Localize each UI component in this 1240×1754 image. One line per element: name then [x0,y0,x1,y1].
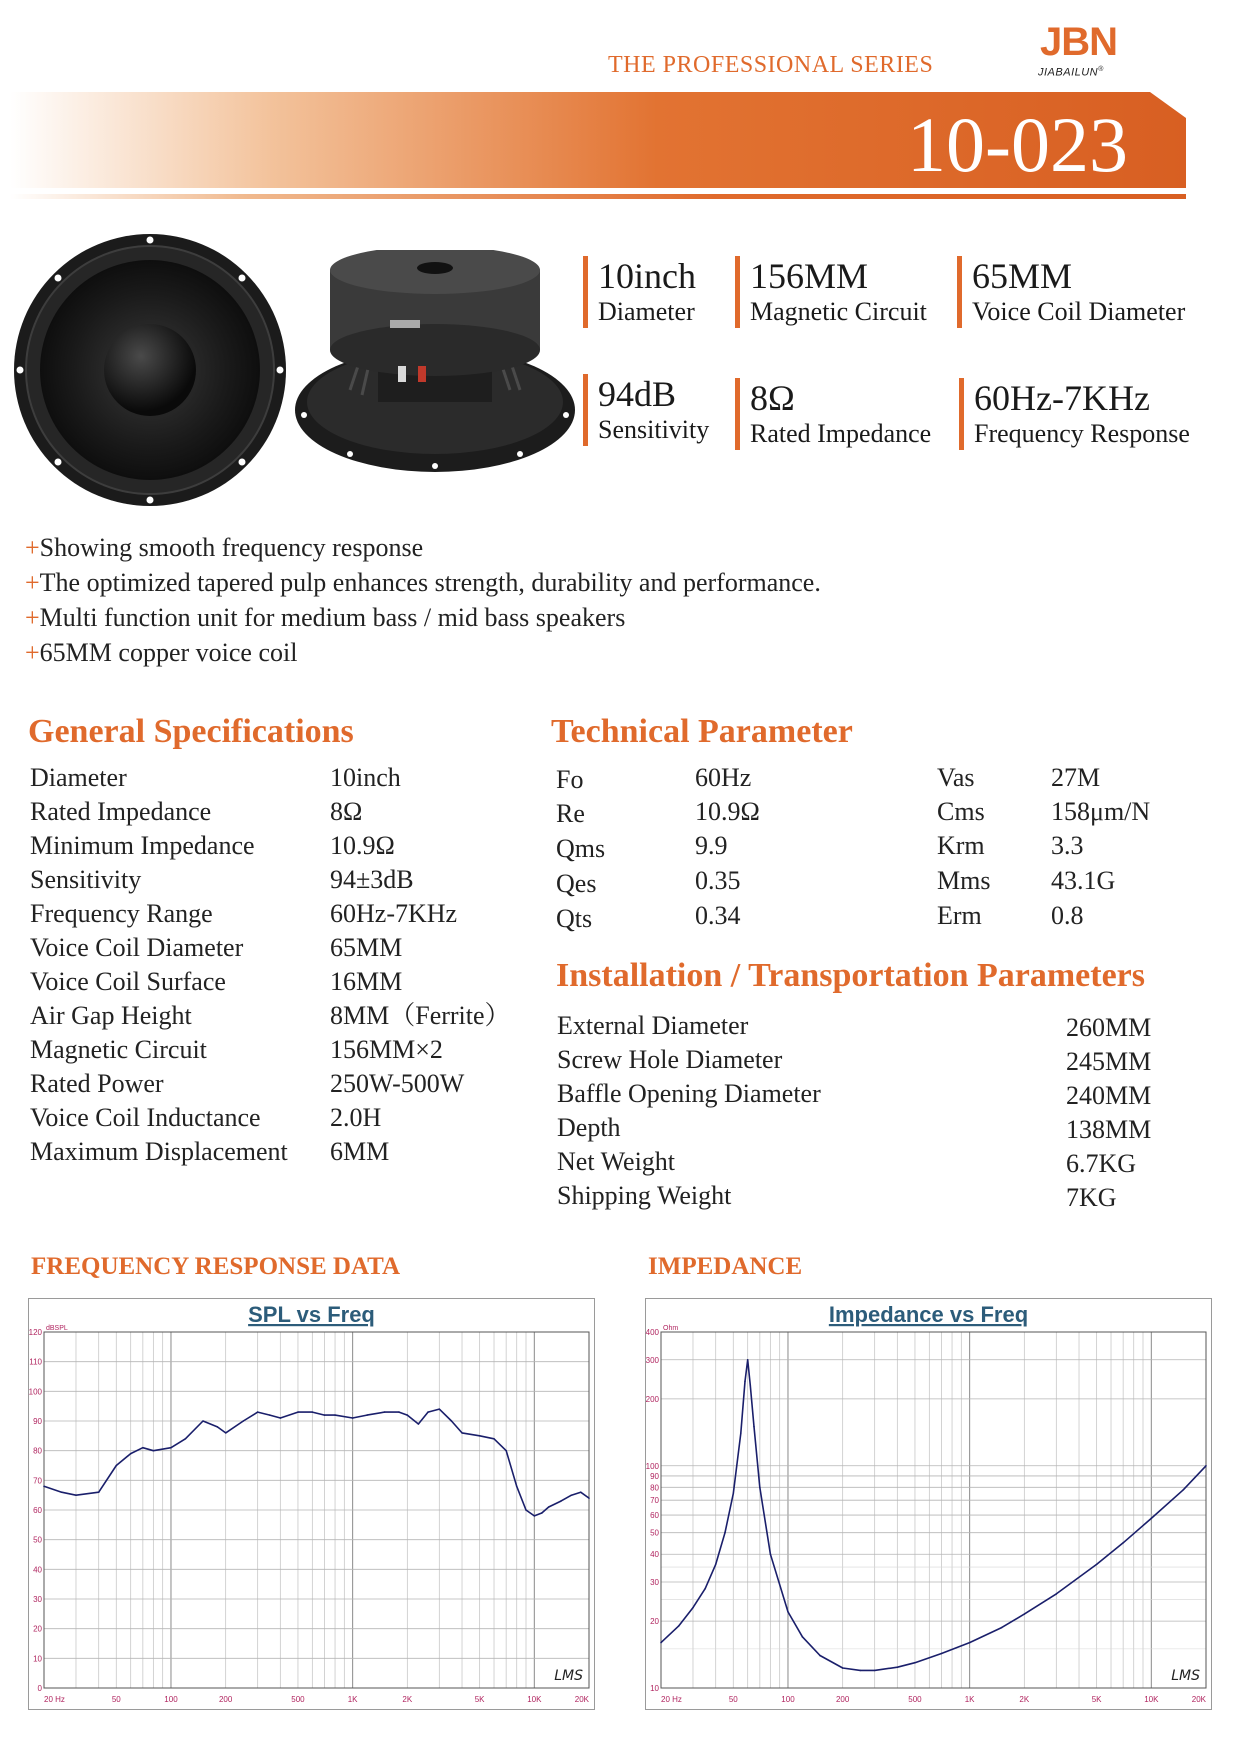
data-point [334,1414,336,1416]
spec-row: Minimum Impedance 10.9Ω [30,831,395,860]
data-point [312,1411,314,1413]
data-point [269,1414,271,1416]
y-tick-label: 50 [33,1535,42,1545]
x-tick-label: 500 [291,1695,305,1704]
data-point [352,1417,354,1419]
spec-row: Diameter 10inch [30,763,401,792]
data-point [715,1564,717,1566]
data-point [819,1655,821,1657]
data-point [1205,1465,1207,1467]
data-point [493,1438,495,1440]
data-point [525,1509,527,1511]
y-tick-label: 20 [650,1617,659,1627]
data-point [1151,1518,1153,1520]
data-point [1096,1564,1098,1566]
spec-row: Voice Coil Diameter 65MM [30,933,403,962]
data-point [202,1420,204,1422]
data-point [461,1432,463,1434]
data-point [749,1385,751,1387]
y-tick-label: 400 [645,1328,659,1337]
y-tick-label: 300 [645,1355,659,1365]
y-tick-label: 100 [28,1387,42,1397]
header-divider [10,194,1186,199]
spec-row: Rated Impedance 8Ω [30,797,363,826]
stat-value: 8Ω [750,378,795,418]
y-tick-label: 80 [650,1483,659,1493]
stat-label: Voice Coil Diameter [972,297,1186,326]
install-label: Shipping Weight [557,1181,732,1210]
technical-parameter-heading: Technical Parameter [551,713,853,750]
data-point [541,1512,543,1514]
lms-watermark: LMS [554,1668,583,1684]
data-point [98,1491,100,1493]
data-point [242,1420,244,1422]
tech-value: 0.34 [695,901,741,930]
install-label: Baffle Opening Diameter [557,1079,821,1108]
tech-label: Qts [556,904,593,933]
data-point [874,1670,876,1672]
data-point [407,1414,409,1416]
install-label: Net Weight [557,1147,676,1176]
tech-label: Cms [937,797,985,826]
y-tick-label: 50 [650,1528,659,1538]
data-point [914,1662,916,1664]
spec-row: Voice Coil Inductance 2.0H [30,1103,382,1132]
x-tick-label: 200 [835,1695,850,1704]
tech-value: 0.8 [1051,901,1084,930]
data-point [280,1417,282,1419]
x-tick-label: 5K [1091,1695,1102,1704]
spec-row: Frequency Range 60Hz-7KHz [30,899,458,928]
x-tick-label: 1K [347,1695,358,1704]
stat-label: Frequency Response [974,419,1190,448]
stat-magnetic-circuit [735,256,927,328]
data-point [678,1625,680,1627]
data-point [770,1553,772,1555]
x-tick-label: 10K [527,1695,542,1704]
y-tick-label: 90 [650,1471,659,1481]
y-tick-label: 30 [33,1595,42,1604]
stat-label: Diameter [598,297,695,326]
stat-rated-impedance [735,378,931,450]
tech-value: 43.1G [1051,866,1116,895]
install-value: 240MM [1066,1081,1152,1110]
x-tick-label: 100 [164,1695,178,1704]
brand-logo-subtitle: JIABAILUN® [1038,66,1104,79]
data-point [759,1487,761,1489]
data-point [297,1411,299,1413]
general-specs-heading: General Specifications [28,713,354,750]
data-point [548,1506,550,1508]
spec-row: Rated Power 250W-500W [30,1069,465,1098]
data-point [787,1611,789,1613]
data-point [842,1667,844,1669]
data-point [560,1500,562,1502]
data-point [366,1414,368,1416]
data-point [451,1420,453,1422]
data-point [479,1435,481,1437]
data-point [217,1426,219,1428]
data-point [1001,1627,1003,1629]
stat-frequency-response [959,378,1190,450]
spec-row: Air Gap Height 8MM（Ferrite） [30,1001,511,1030]
stat-label: Magnetic Circuit [750,297,927,326]
y-tick-label: 120 [28,1328,42,1337]
data-point [43,1485,45,1487]
y-tick-label: 40 [650,1550,659,1560]
data-point [588,1497,590,1499]
install-label: Screw Hole Diameter [557,1045,783,1074]
tech-value: 9.9 [695,831,728,860]
data-point [660,1642,662,1644]
data-point [571,1494,573,1496]
data-point [747,1359,749,1361]
data-point [153,1450,155,1452]
y-tick-label: 10 [33,1654,42,1664]
data-point [130,1453,132,1455]
data-point [692,1607,694,1609]
spl-vs-freq-chart [28,1298,595,1710]
data-point [744,1380,746,1382]
data-point [324,1414,326,1416]
x-tick-label: 200 [218,1695,233,1704]
y-tick-label: 100 [645,1461,659,1471]
x-tick-label: 1K [964,1695,975,1704]
stat-sensitivity [583,374,709,446]
stat-value: 60Hz-7KHz [974,378,1150,418]
tech-label: Qms [556,834,606,863]
spec-row: Maximum Displacement 6MM [30,1137,390,1166]
series-label: THE PROFESSIONAL SERIES [608,52,934,78]
data-point [398,1411,400,1413]
stat-value: 10inch [598,256,696,296]
y-tick-label: 80 [33,1446,42,1456]
data-point [704,1588,706,1590]
chart-title: SPL vs Freq [248,1302,375,1327]
install-value: 7KG [1066,1183,1117,1212]
stat-value: 65MM [972,256,1073,296]
install-value: 6.7KG [1066,1149,1137,1178]
data-point [439,1408,441,1410]
impedance-vs-freq-chart [645,1298,1212,1710]
y-tick-label: 70 [33,1476,42,1486]
impedance-heading: IMPEDANCE [648,1253,803,1280]
y-tick-label: 40 [33,1565,42,1575]
install-value: 245MM [1066,1047,1152,1076]
y-tick-label: 60 [650,1511,659,1521]
data-point [1183,1489,1185,1491]
stat-value: 94dB [598,374,677,414]
tech-value: 10.9Ω [695,797,760,826]
data-point [1122,1542,1124,1544]
install-value: 138MM [1066,1115,1152,1144]
data-point [384,1411,386,1413]
y-tick-label: 110 [29,1357,42,1367]
x-tick-label: 20K [574,1695,589,1704]
data-point [418,1423,420,1425]
brand-logo: JBN [1040,20,1118,64]
data-point [580,1491,582,1493]
data-point [225,1432,227,1434]
tech-label: Mms [937,866,991,895]
x-tick-label: 10K [1144,1695,1159,1704]
data-point [61,1491,63,1493]
x-tick-label: 5K [474,1695,485,1704]
install-value: 260MM [1066,1013,1152,1042]
data-point [516,1485,518,1487]
y-axis-label: dBSPL [46,1325,68,1332]
feature-item: +Multi function unit for medium bass / mid bass speakers [25,603,626,632]
y-tick-label: 70 [650,1496,659,1506]
x-tick-label: 50 [728,1695,738,1704]
stat-label: Sensitivity [598,415,710,444]
install-label: External Diameter [557,1011,749,1040]
data-point [1024,1613,1026,1615]
tech-value: 3.3 [1051,831,1084,860]
install-label: Depth [557,1113,621,1142]
tech-label: Fo [556,765,584,794]
y-tick-label: 90 [33,1417,42,1426]
y-tick-label: 0 [37,1684,42,1693]
model-number: 10-023 [907,101,1128,188]
x-tick-label: 500 [908,1695,922,1704]
y-tick-label: 200 [645,1394,659,1404]
data-point [740,1433,742,1435]
data-point [257,1411,259,1413]
tech-label: Vas [937,763,975,792]
x-tick-label: 20 Hz [44,1695,65,1704]
tech-value: 60Hz [695,763,752,792]
spec-row: Voice Coil Surface 16MM [30,967,403,996]
tech-label: Qes [556,869,597,898]
y-tick-label: 60 [33,1506,42,1515]
data-point [724,1532,726,1534]
tech-value: 158μm/N [1051,797,1151,826]
x-tick-label: 100 [781,1695,795,1704]
x-tick-label: 50 [111,1695,121,1704]
x-tick-label: 20K [1191,1695,1206,1704]
data-point [115,1465,117,1467]
data-point [142,1447,144,1449]
x-tick-label: 2K [402,1695,413,1704]
spec-row: Sensitivity 94±3dB [30,865,414,894]
frequency-response-heading: FREQUENCY RESPONSE DATA [31,1253,401,1280]
data-point [897,1666,899,1668]
data-point [534,1515,536,1517]
feature-list [25,530,821,670]
data-point [732,1493,734,1495]
stat-value: 156MM [750,256,869,296]
data-point [1056,1593,1058,1595]
speaker-front-image [10,230,290,510]
tech-value: 27M [1051,763,1101,792]
stat-diameter [583,256,696,328]
feature-item: +Showing smooth frequency response [25,533,424,562]
data-point [802,1636,804,1638]
feature-item: +The optimized tapered pulp enhances strength, durability and performance. [25,568,821,597]
chart-frame [29,1299,595,1710]
tech-value: 0.35 [695,866,741,895]
tech-label: Krm [937,831,985,860]
chart-title: Impedance vs Freq [828,1302,1029,1327]
y-tick-label: 10 [650,1684,659,1693]
stat-label: Rated Impedance [750,419,932,448]
data-point [427,1411,429,1413]
stat-voice-coil-diameter [957,256,1185,328]
y-tick-label: 30 [650,1577,659,1587]
feature-item: +65MM copper voice coil [25,638,298,667]
y-tick-label: 20 [33,1624,42,1634]
data-point [969,1642,971,1644]
spec-row: Magnetic Circuit 156MM×2 [30,1035,443,1064]
y-axis-label: Ohm [663,1325,679,1332]
x-tick-label: 20 Hz [661,1695,682,1704]
installation-heading: Installation / Transportation Parameters [556,957,1145,994]
data-point [859,1670,861,1672]
tech-label: Erm [937,901,982,930]
data-point [75,1494,77,1496]
data-point [170,1447,172,1449]
speaker-back-image [290,250,580,480]
data-point [505,1450,507,1452]
x-tick-label: 2K [1019,1695,1030,1704]
data-point [753,1426,755,1428]
tech-label: Re [556,799,585,828]
lms-watermark: LMS [1171,1668,1200,1684]
data-point [941,1653,943,1655]
data-point [185,1438,187,1440]
